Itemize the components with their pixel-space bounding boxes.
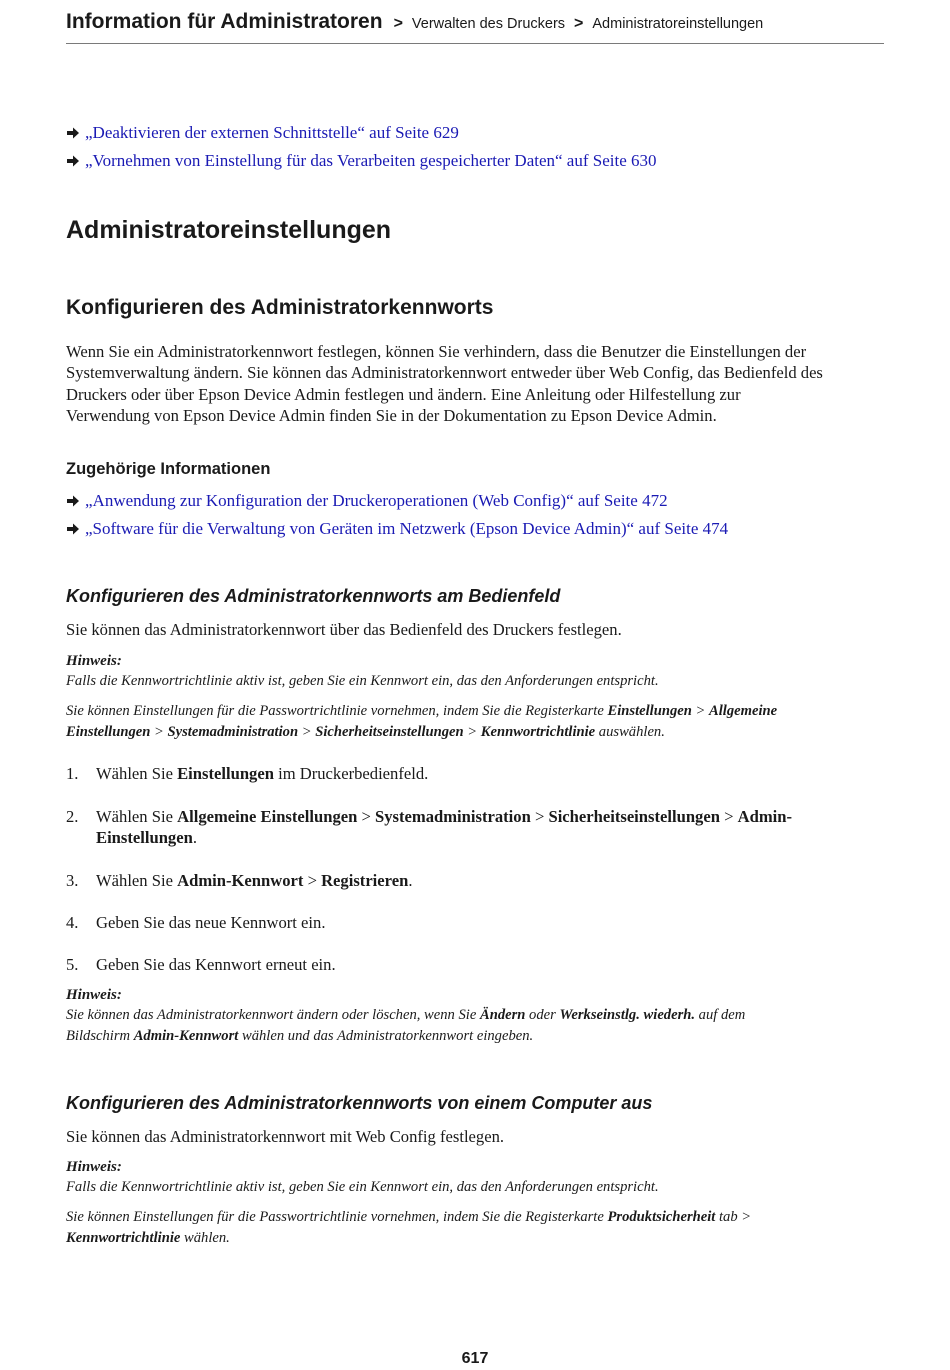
- arrow-right-icon: [66, 522, 80, 536]
- body-paragraph: [66, 341, 886, 426]
- subsection-heading: Konfigurieren des Administratorkennworts von einem Computer aus: [66, 1093, 653, 1113]
- paragraph-line: Systemverwaltung ändern. Sie können das Administratorkennwort entweder über Web Config, das Bedienfeld des: [66, 363, 823, 383]
- section-heading: Konfigurieren des Administratorkennworts: [66, 296, 494, 319]
- paragraph-line: Wenn Sie ein Administratorkennwort festlegen, können Sie verhindern, dass die Benutzer die Einstellungen der: [66, 342, 807, 361]
- step-text: Geben Sie das neue Kennwort ein.: [96, 913, 326, 932]
- breadcrumb-separator: >: [574, 15, 584, 32]
- menu-term: Kennwortrichtlinie: [480, 723, 596, 740]
- page-number: 617: [461, 1350, 489, 1367]
- arrow-right-icon: [66, 494, 80, 508]
- menu-term: Werkseinstlg. wiederh.: [559, 1007, 696, 1023]
- menu-term: Ändern: [479, 1007, 526, 1023]
- header-section-title: Information für Administratoren: [66, 10, 383, 33]
- menu-term: Systemadministration: [167, 723, 299, 740]
- related-link[interactable]: [66, 518, 728, 540]
- menu-term: Admin-: [737, 807, 793, 826]
- intro-text: Sie können das Administratorkennwort über das Bedienfeld des Druckers festlegen.: [66, 620, 622, 639]
- menu-term: Einstellungen: [177, 764, 274, 783]
- paragraph-line: Verwendung von Epson Device Admin finden Sie in der Dokumentation zu Epson Device Admin.: [66, 405, 717, 425]
- menu-term: Allgemeine Einstellungen: [177, 807, 358, 826]
- note-fragment: Sie können Einstellungen für die Passwortrichtlinie vornehmen, indem Sie die Registerkarte: [66, 703, 608, 719]
- breadcrumb-item: Verwalten des Druckers: [411, 16, 566, 32]
- step-text: Wählen Sie Admin-Kennwort > Registrieren.: [96, 871, 413, 890]
- main-heading: Administratoreinstellungen: [66, 216, 392, 244]
- breadcrumb-separator: >: [393, 15, 403, 32]
- note-text: Falls die Kennwortrichtlinie aktiv ist, geben Sie ein Kennwort ein, das den Anforderungen entspricht.: [66, 673, 659, 689]
- intro-text: Sie können das Administratorkennwort mit Web Config festlegen.: [66, 1127, 505, 1146]
- note-title: Hinweis:: [66, 653, 122, 669]
- page-header: [66, 10, 884, 44]
- note-fragment: >: [150, 723, 168, 740]
- step-number: 3.: [66, 871, 79, 890]
- link-text[interactable]: „Deaktivieren der externen Schnittstelle“ auf Seite 629: [85, 123, 459, 142]
- related-link[interactable]: [66, 490, 668, 512]
- subsection-heading: Konfigurieren des Administratorkennworts am Bedienfeld: [66, 586, 561, 606]
- note-text: [66, 701, 886, 742]
- step-text: Geben Sie das Kennwort erneut ein.: [96, 955, 336, 974]
- arrow-right-icon: [66, 126, 80, 140]
- link-text[interactable]: „Vornehmen von Einstellung für das Verarbeiten gespeicherter Daten“ auf Seite 630: [85, 151, 657, 170]
- menu-term: Sicherheitseinstellungen: [548, 807, 720, 826]
- menu-term: Admin-Kennwort: [177, 871, 304, 890]
- note-fragment: >: [691, 703, 709, 719]
- menu-term: Einstellungen: [96, 828, 193, 848]
- related-link[interactable]: [66, 122, 459, 144]
- breadcrumb-item: Administratoreinstellungen: [592, 16, 764, 32]
- arrow-right-icon: [66, 154, 80, 168]
- note-fragment: >: [298, 723, 316, 740]
- menu-term: Einstellungen: [607, 703, 692, 719]
- note-fragment: >: [463, 723, 481, 740]
- menu-term: Kennwortrichtlinie: [66, 1229, 181, 1246]
- related-info-heading: Zugehörige Informationen: [66, 460, 271, 478]
- note-title: Hinweis:: [66, 987, 122, 1003]
- step-number: 1.: [66, 764, 79, 783]
- step-number: 5.: [66, 955, 79, 974]
- step-text: Wählen Sie Allgemeine Einstellungen > Systemadministration > Sicherheitseinstellungen > Admin- Einstellungen.: [96, 807, 793, 848]
- note-text: Sie können das Administratorkennwort ändern oder löschen, wenn Sie Ändern oder Werkseinstlg. wiederh. auf dem Bildschirm Admin-Kennwort wählen und das Administratorkennwort eingeben.: [66, 1007, 746, 1044]
- menu-term: Einstellungen: [66, 723, 151, 740]
- menu-term: Produktsicherheit: [607, 1209, 716, 1225]
- step-number: 4.: [66, 913, 79, 932]
- paragraph-line: Druckers oder über Epson Device Admin festlegen und ändern. Eine Anleitung oder Hilfestellung zur: [66, 384, 741, 404]
- menu-term: Registrieren: [321, 871, 409, 890]
- note-fragment: auswählen.: [595, 723, 665, 740]
- note-text: Sie können Einstellungen für die Passwortrichtlinie vornehmen, indem Sie die Registerkarte Produktsicherheit tab > Kennwortrichtlinie wählen.: [66, 1209, 752, 1246]
- step-number: 2.: [66, 807, 79, 826]
- link-text[interactable]: „Software für die Verwaltung von Geräten im Netzwerk (Epson Device Admin)“ auf Seite 474: [85, 519, 729, 538]
- step-text: Wählen Sie Einstellungen im Druckerbedienfeld.: [96, 764, 429, 783]
- note-title: Hinweis:: [66, 1159, 122, 1175]
- menu-term: Sicherheitseinstellungen: [315, 723, 464, 740]
- menu-term: Admin-Kennwort: [133, 1027, 239, 1044]
- link-text[interactable]: „Anwendung zur Konfiguration der Druckeroperationen (Web Config)“ auf Seite 472: [85, 491, 668, 510]
- menu-term: Systemadministration: [375, 807, 531, 826]
- related-link[interactable]: [66, 150, 657, 172]
- note-text: Falls die Kennwortrichtlinie aktiv ist, geben Sie ein Kennwort ein, das den Anforderungen entspricht.: [66, 1179, 659, 1195]
- menu-term: Allgemeine: [709, 703, 778, 719]
